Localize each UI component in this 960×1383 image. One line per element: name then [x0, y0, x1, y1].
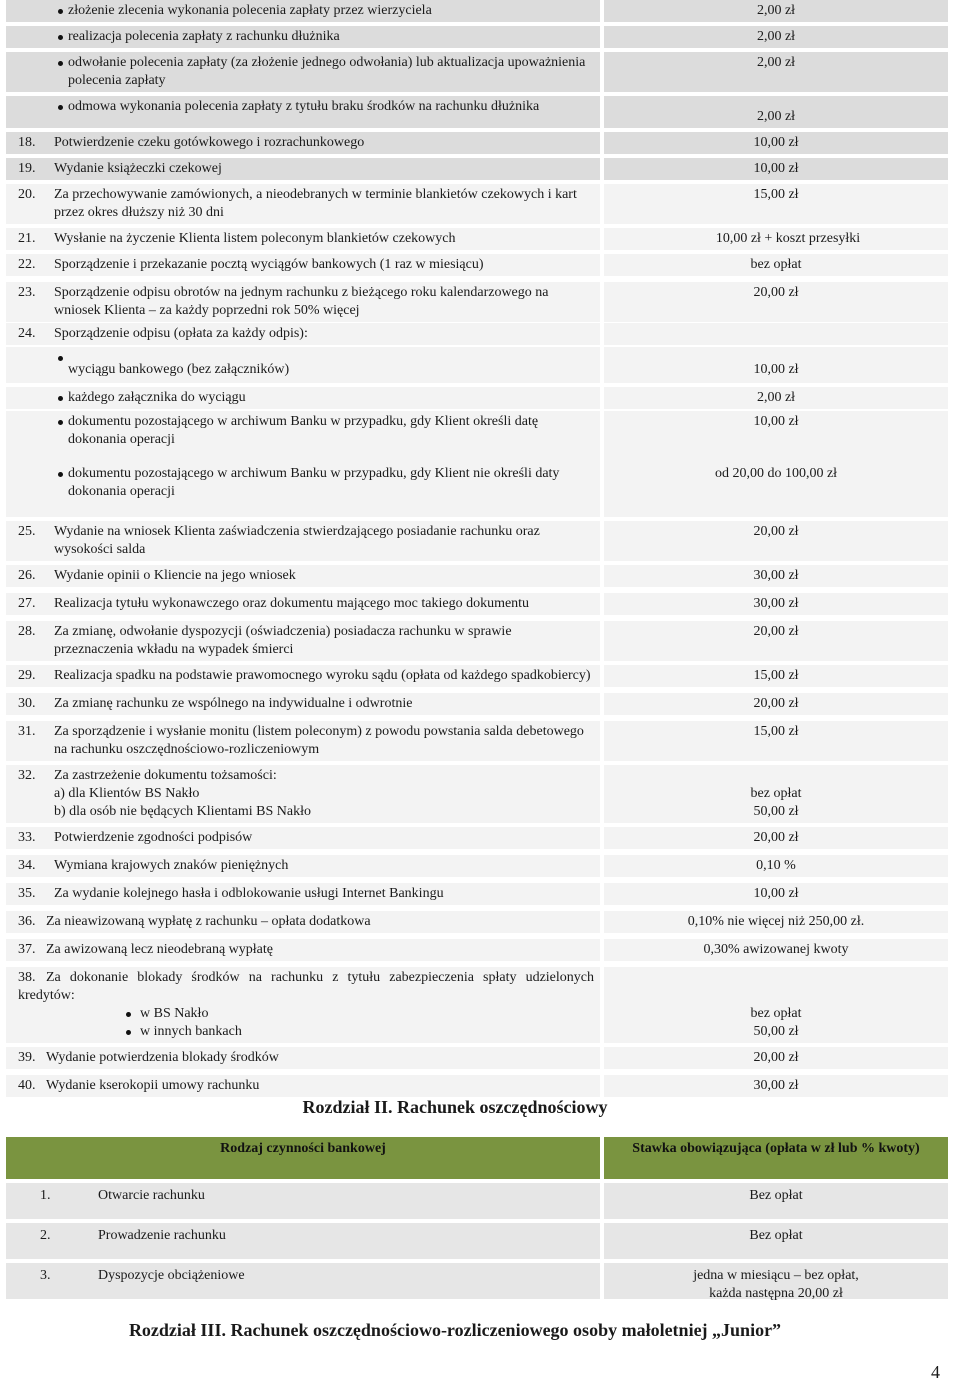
- row-number: 18.: [18, 135, 36, 150]
- row-value: 50,00 zł: [753, 1024, 799, 1039]
- table-row: [6, 911, 948, 933]
- row-label: Za dokonanie blokady środków na rachunku z tytułu zabezpieczenia spłaty udzielonych kredytów:: [18, 970, 594, 1003]
- table-row: [6, 521, 948, 561]
- row-value: 10,00 zł: [604, 883, 948, 905]
- row-value: 30,00 zł: [604, 593, 948, 615]
- column-header: Rodzaj czynności bankowej: [6, 1137, 600, 1179]
- row-value: 50,00 zł: [753, 804, 799, 819]
- table-row: [6, 228, 948, 250]
- row-value: Bez opłat: [604, 1223, 948, 1259]
- row-number: 32.: [18, 768, 36, 783]
- row-number: 1.: [40, 1188, 51, 1203]
- row-label: Sporządzenie odpisu (opłata za każdy odpis):: [54, 326, 308, 341]
- row-sub-label: w BS Nakło: [18, 1005, 594, 1023]
- row-value: bez opłat: [750, 1006, 802, 1021]
- row-number: 27.: [18, 596, 36, 611]
- row-value: bez opłat: [604, 254, 948, 276]
- row-value: 2,00 zł: [604, 26, 948, 48]
- row-label: Wydanie opinii o Kliencie na jego wniosek: [54, 568, 296, 583]
- table-header: [6, 1137, 948, 1179]
- row-value: 20,00 zł: [604, 282, 948, 322]
- table-row: [6, 565, 948, 587]
- table-row: [6, 1075, 948, 1097]
- row-number: 23.: [18, 285, 36, 300]
- table-row: [6, 96, 948, 128]
- row-label: Prowadzenie rachunku: [98, 1228, 226, 1243]
- row-number: 19.: [18, 161, 36, 176]
- row-number: 2.: [40, 1228, 51, 1243]
- row-label: Za awizowaną lecz nieodebraną wypłatę: [46, 942, 273, 957]
- row-value: 2,00 zł: [604, 52, 948, 92]
- row-label: Otwarcie rachunku: [98, 1188, 205, 1203]
- row-label: Za zmianę rachunku ze wspólnego na indywidualne i odwrotnie: [54, 696, 413, 711]
- row-label: Za nieawizowaną wypłatę z rachunku – opłata dodatkowa: [46, 914, 371, 929]
- table-row: [6, 184, 948, 224]
- column-header: Stawka obowiązująca (opłata w zł lub % kwoty): [604, 1137, 948, 1179]
- table-row: [6, 463, 948, 517]
- table-row: [6, 323, 948, 345]
- row-label: Za zmianę, odwołanie dyspozycji (oświadczenia) posiadacza rachunku w sprawie przeznaczenia wkładu na wypadek śmierci: [54, 624, 512, 657]
- table-row: [6, 665, 948, 687]
- row-value: 10,00 zł: [604, 132, 948, 154]
- table-row: [6, 1183, 948, 1219]
- table-row: [6, 0, 948, 22]
- row-value: 10,00 zł: [604, 347, 948, 383]
- table-row: [6, 827, 948, 849]
- table-row: [6, 721, 948, 761]
- fees-table: [6, 0, 948, 1101]
- table-row: [6, 883, 948, 905]
- row-label: Realizacja tytułu wykonawczego oraz dokumentu mającego moc takiego dokumentu: [54, 596, 530, 611]
- row-value: 0,30% awizowanej kwoty: [604, 939, 948, 961]
- table-row: [6, 158, 948, 180]
- table-row: [6, 855, 948, 877]
- row-label: złożenie zlecenia wykonania polecenia zapłaty przez wierzyciela: [6, 0, 600, 22]
- row-label: dokumentu pozostającego w archiwum Banku w przypadku, gdy Klient określi datę dokonania operacji: [6, 411, 600, 463]
- table-row: [6, 26, 948, 48]
- row-label: Za zastrzeżenie dokumentu tożsamości:: [54, 768, 277, 783]
- row-value: 20,00 zł: [604, 521, 948, 561]
- row-label: Wydanie na wniosek Klienta zaświadczenia stwierdzającego posiadanie rachunku oraz wysokości salda: [54, 524, 540, 557]
- row-value: 0,10% nie więcej niż 250,00 zł.: [604, 911, 948, 933]
- table-row: [6, 621, 948, 661]
- row-number: 29.: [18, 668, 36, 683]
- row-label: Za przechowywanie zamówionych, a nieodebranych w terminie blankietów czekowych i kart przez okres dłuższy niż 30 dni: [54, 187, 577, 220]
- row-label: Wydanie potwierdzenia blokady środków: [46, 1050, 279, 1065]
- page-number: 4: [931, 1362, 940, 1382]
- row-value: 15,00 zł: [604, 665, 948, 687]
- row-value: bez opłat: [750, 786, 802, 801]
- row-label: Sporządzenie odpisu obrotów na jednym rachunku z bieżącego roku kalendarzowego na wniosek Klienta – za każdy poprzedni rok 50% więcej: [54, 285, 549, 318]
- row-number: 24.: [18, 326, 36, 341]
- row-value: od 20,00 do 100,00 zł: [604, 463, 948, 517]
- row-value: 10,00 zł: [604, 158, 948, 180]
- row-label: Potwierdzenie zgodności podpisów: [54, 830, 253, 845]
- row-value: 15,00 zł: [604, 184, 948, 224]
- row-label: odwołanie polecenia zapłaty (za złożenie jednego odwołania) lub aktualizacja upoważnienia polecenia zapłaty: [6, 52, 600, 92]
- row-label: Wysłanie na życzenie Klienta listem poleconym blankietów czekowych: [54, 231, 456, 246]
- table-row: [6, 1223, 948, 1259]
- row-number: 25.: [18, 524, 36, 539]
- row-label: każdego załącznika do wyciągu: [6, 387, 600, 409]
- row-number: 30.: [18, 696, 36, 711]
- row-value: 30,00 zł: [604, 565, 948, 587]
- table-row: [6, 132, 948, 154]
- row-value: 20,00 zł: [604, 827, 948, 849]
- section-heading: Rozdział II. Rachunek oszczędnościowy: [302, 1097, 608, 1117]
- table-row: [6, 1047, 948, 1069]
- row-value: każda następna 20,00 zł: [709, 1286, 843, 1301]
- row-value: 20,00 zł: [604, 1047, 948, 1069]
- table-row: [6, 593, 948, 615]
- table-row: [6, 282, 948, 322]
- row-label: Realizacja spadku na podstawie prawomocnego wyroku sądu (opłata od każdego spadkobiercy): [54, 668, 591, 683]
- row-label: Za sporządzenie i wysłanie monitu (listem poleconym) z powodu powstania salda debetowego na rachunku oszczędnościowo-rozliczeniowym: [54, 724, 584, 757]
- row-value: 15,00 zł: [604, 721, 948, 761]
- row-value: 2,00 zł: [604, 96, 948, 128]
- table-row: [6, 254, 948, 276]
- row-label: Potwierdzenie czeku gotówkowego i rozrachunkowego: [54, 135, 365, 150]
- table-row: [6, 693, 948, 715]
- row-number: 40.: [18, 1078, 36, 1093]
- row-number: 37.: [18, 942, 36, 957]
- table-row: [6, 387, 948, 409]
- row-number: 3.: [40, 1268, 51, 1283]
- row-value: Bez opłat: [604, 1183, 948, 1219]
- row-number: 36.: [18, 914, 36, 929]
- row-number: 26.: [18, 568, 36, 583]
- row-number: 33.: [18, 830, 36, 845]
- table-row: [6, 1263, 948, 1299]
- row-value: 0,10 %: [604, 855, 948, 877]
- row-label: Dyspozycje obciążeniowe: [98, 1268, 245, 1283]
- row-value: 20,00 zł: [604, 621, 948, 661]
- row-number: 20.: [18, 187, 36, 202]
- row-value: 10,00 zł + koszt przesyłki: [604, 228, 948, 250]
- row-label: Wymiana krajowych znaków pieniężnych: [54, 858, 289, 873]
- row-label: odmowa wykonania polecenia zapłaty z tytułu braku środków na rachunku dłużnika: [6, 96, 600, 128]
- row-value: jedna w miesiącu – bez opłat,: [693, 1268, 859, 1283]
- table-row: [6, 411, 948, 463]
- row-sub-label: w innych bankach: [18, 1023, 594, 1041]
- row-value: 20,00 zł: [604, 693, 948, 715]
- row-value: 2,00 zł: [604, 387, 948, 409]
- row-label: Sporządzenie i przekazanie pocztą wyciągów bankowych (1 raz w miesiącu): [54, 257, 484, 272]
- row-label: Wydanie kserokopii umowy rachunku: [46, 1078, 260, 1093]
- table-row: [6, 967, 948, 1043]
- section-heading: Rozdział III. Rachunek oszczędnościowo-rozliczeniowego osoby małoletniej „Junior”: [128, 1320, 782, 1340]
- table-row: [6, 52, 948, 92]
- row-number: 22.: [18, 257, 36, 272]
- row-number: 21.: [18, 231, 36, 246]
- row-number: 28.: [18, 624, 36, 639]
- row-label: wyciągu bankowego (bez załączników): [6, 347, 600, 383]
- row-value: 30,00 zł: [604, 1075, 948, 1097]
- row-number: 34.: [18, 858, 36, 873]
- row-value: [604, 323, 948, 345]
- row-label: Za wydanie kolejnego hasła i odblokowanie usługi Internet Bankingu: [54, 886, 444, 901]
- row-number: 31.: [18, 724, 36, 739]
- row-number: 39.: [18, 1050, 36, 1065]
- row-label: dokumentu pozostającego w archiwum Banku w przypadku, gdy Klient nie określi daty dokonania operacji: [6, 463, 600, 517]
- row-sub-label: b) dla osób nie będących Klientami BS Nakło: [54, 804, 311, 819]
- table-row: [6, 347, 948, 383]
- table-row: [6, 765, 948, 823]
- row-value: 2,00 zł: [604, 0, 948, 22]
- row-label: Wydanie książeczki czekowej: [54, 161, 222, 176]
- savings-table: [6, 1137, 948, 1303]
- row-number: 35.: [18, 886, 36, 901]
- row-sub-label: a) dla Klientów BS Nakło: [54, 786, 200, 801]
- row-number: 38.: [18, 970, 36, 985]
- row-label: realizacja polecenia zapłaty z rachunku dłużnika: [6, 26, 600, 48]
- table-row: [6, 939, 948, 961]
- row-value: 10,00 zł: [604, 411, 948, 463]
